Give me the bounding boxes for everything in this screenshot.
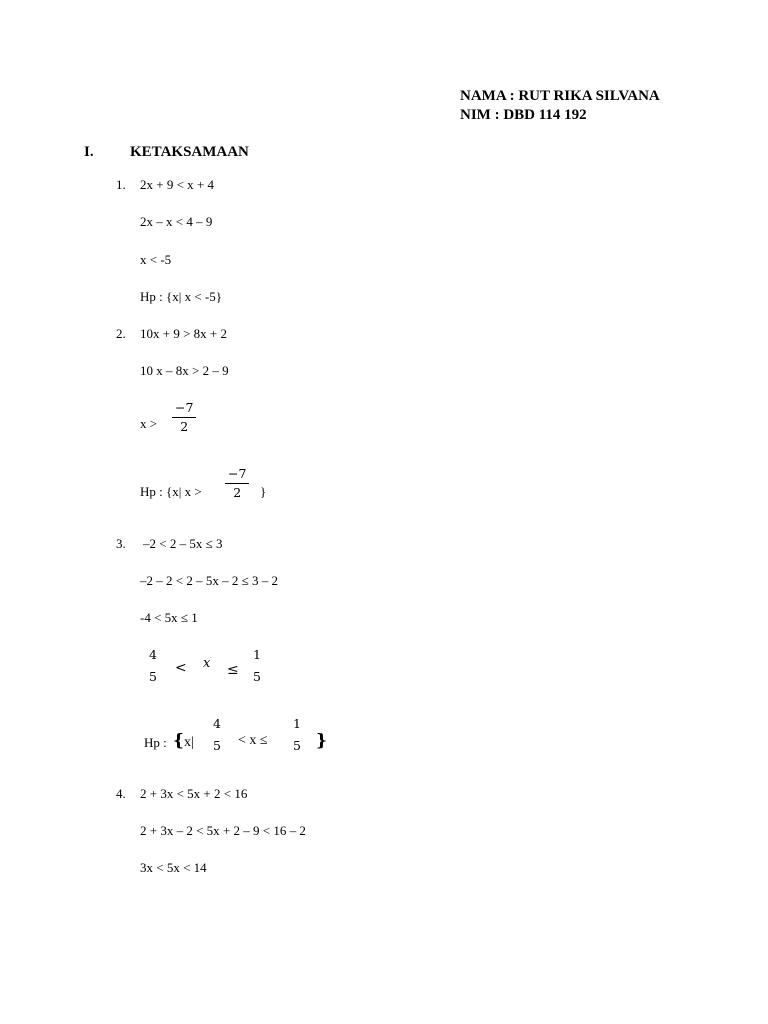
problem-number: 3. (116, 536, 126, 551)
numerator: 4 (149, 647, 157, 662)
equation-line: 3x < 5x < 14 (140, 860, 207, 875)
fraction (250, 649, 264, 683)
student-name: NAMA : RUT RIKA SILVANA (460, 88, 660, 104)
denominator: 5 (149, 668, 157, 684)
fraction (210, 718, 224, 752)
problem-number: 4. (116, 786, 126, 801)
fraction (225, 468, 249, 499)
equation-line: 2 + 3x < 5x + 2 < 16 (140, 786, 248, 801)
equation-line: 2x – x < 4 – 9 (140, 214, 213, 229)
less-equal-symbol: ≤ (227, 662, 239, 678)
equation-line: 2 + 3x – 2 < 5x + 2 – 9 < 16 – 2 (140, 823, 306, 838)
solution-set-suffix: } (260, 484, 267, 499)
brace-open: { (173, 731, 184, 751)
equation-line: –2 – 2 < 2 – 5x – 2 ≤ 3 – 2 (140, 573, 278, 588)
brace-close: } (316, 731, 327, 751)
equation-line: 10x + 9 > 8x + 2 (140, 326, 227, 341)
inequality-lhs: x > (140, 416, 158, 431)
fraction (172, 402, 196, 433)
equation-line: 2x + 9 < x + 4 (140, 177, 214, 192)
denominator: 2 (180, 418, 189, 434)
solution-set-prefix: Hp : (144, 735, 167, 750)
numerator: 4 (213, 716, 221, 731)
equation-line: x < -5 (140, 252, 172, 267)
student-nim: NIM : DBD 114 192 (460, 107, 587, 123)
less-than-symbol: < (175, 660, 187, 676)
numerator: 1 (253, 647, 261, 662)
denominator: 5 (293, 737, 301, 753)
numerator: −7 (225, 468, 249, 484)
equation-line: 10 x – 8x > 2 – 9 (140, 363, 229, 378)
inequality-middle: < x ≤ (238, 733, 268, 748)
denominator: 2 (233, 484, 242, 500)
solution-set-prefix: Hp : {x| x > (140, 484, 202, 499)
fraction (290, 718, 304, 752)
section-title: KETAKSAMAAN (130, 144, 249, 160)
numerator: −7 (172, 402, 196, 418)
equation-line: -4 < 5x ≤ 1 (140, 610, 198, 625)
problem-number: 2. (116, 326, 126, 341)
denominator: 5 (213, 737, 221, 753)
equation-line: –2 < 2 – 5x ≤ 3 (143, 536, 223, 551)
problem-number: 1. (116, 177, 126, 192)
variable: x (203, 656, 211, 671)
fraction (146, 649, 160, 683)
section-number: I. (84, 144, 94, 160)
denominator: 5 (253, 668, 261, 684)
set-variable: x| (184, 735, 194, 750)
numerator: 1 (293, 716, 301, 731)
solution-set: Hp : {x| x < -5} (140, 289, 222, 304)
